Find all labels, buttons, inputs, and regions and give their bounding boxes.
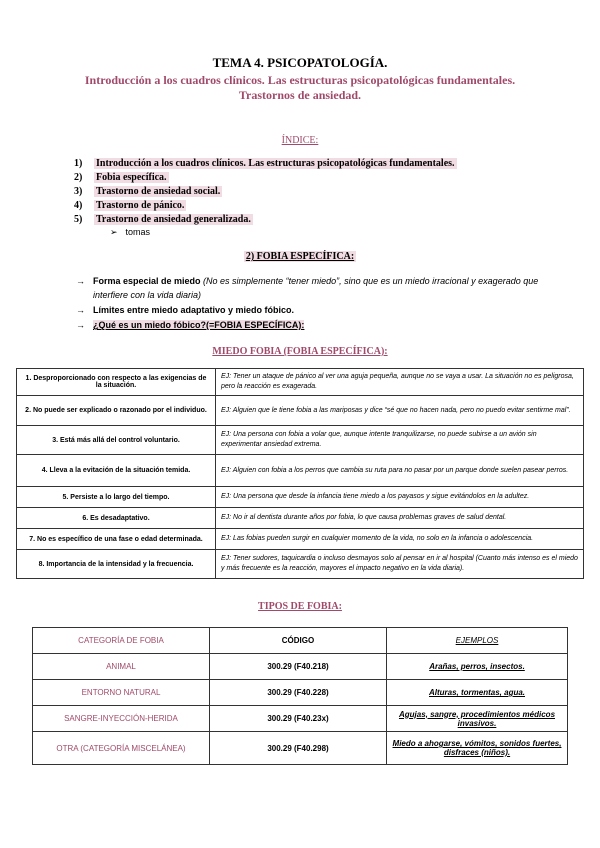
column-header-category: CATEGORÍA DE FOBIA [33, 628, 210, 654]
page-subtitle [60, 73, 540, 103]
examples-cell: Alturas, tormentas, agua. [387, 680, 568, 706]
table-row [33, 706, 568, 732]
criterion-cell: 7. No es específico de una fase o edad determinada. [17, 529, 216, 550]
examples-cell: Miedo a ahogarse, vómitos, sonidos fuertes, disfraces (niños). [387, 732, 568, 765]
fobia-bullets [76, 274, 556, 333]
index-item [74, 185, 457, 199]
criterion-cell: 3. Está más allá del control voluntario. [17, 426, 216, 455]
column-header-code: CÓDIGO [210, 628, 387, 654]
bullet-bold-text: ¿Qué es un miedo fóbico?(=FOBIA ESPECÍFICA): [93, 320, 305, 330]
code-cell: 300.29 (F40.23x) [210, 706, 387, 732]
index-heading: ÍNDICE: [281, 135, 319, 146]
arrow-right-icon: → [76, 320, 85, 330]
bullet-item [76, 274, 556, 302]
table-row [17, 455, 584, 487]
bullet-item [76, 318, 556, 332]
category-cell: ENTORNO NATURAL [33, 680, 210, 706]
section-heading-text: 2) FOBIA ESPECÍFICA: [245, 251, 355, 262]
bullet-italic-text: (No es simplemente “tener miedo”, sino que es un miedo irracional y exagerado que interfiere con la vida diaria) [93, 276, 539, 300]
page-title: TEMA 4. PSICOPATOLOGÍA. [212, 55, 388, 70]
miedo-fobia-heading: MIEDO FOBIA (FOBIA ESPECÍFICA): [212, 346, 388, 357]
table-row [17, 529, 584, 550]
arrow-right-icon: → [76, 305, 85, 315]
criterion-cell: 4. Lleva a la evitación de la situación temida. [17, 455, 216, 487]
criterion-cell: 2. No puede ser explicado o razonado por el individuo. [17, 396, 216, 426]
example-cell: EJ: Alguien con fobia a los perros que cambia su ruta para no pasar por un parque donde suelen pasear perros. [216, 455, 584, 487]
index-item-number: 4) [74, 200, 83, 211]
index-item [74, 199, 457, 213]
table-row [17, 508, 584, 529]
code-cell: 300.29 (F40.298) [210, 732, 387, 765]
index-item-number: 5) [74, 214, 83, 225]
column-header-examples: EJEMPLOS [387, 628, 568, 654]
index-item [74, 171, 457, 185]
table-row [17, 426, 584, 455]
table-row [17, 396, 584, 426]
index-item-number: 2) [74, 172, 83, 183]
example-cell: EJ: Alguien que le tiene fobia a las mariposas y dice “sé que no hacen nada, pero no puedo evitar sentirme mal”. [216, 396, 584, 426]
example-cell: EJ: Las fobias pueden surgir en cualquier momento de la vida, no solo en la infancia o adolescencia. [216, 529, 584, 550]
examples-cell: Agujas, sangre, procedimientos médicos invasivos. [387, 706, 568, 732]
index-item-label: Introducción a los cuadros clínicos. Las estructuras psicopatológicas fundamentales. [96, 158, 455, 169]
criterion-cell: 6. Es desadaptativo. [17, 508, 216, 529]
code-cell: 300.29 (F40.228) [210, 680, 387, 706]
tipos-fobia-heading: TIPOS DE FOBIA: [258, 601, 342, 612]
subtitle-line-2: Trastornos de ansiedad. [238, 88, 362, 102]
table-row [33, 680, 568, 706]
category-cell: SANGRE-INYECCIÓN-HERIDA [33, 706, 210, 732]
code-cell: 300.29 (F40.218) [210, 654, 387, 680]
criterion-cell: 8. Importancia de la intensidad y la frecuencia. [17, 550, 216, 579]
table-row [33, 654, 568, 680]
example-cell: EJ: Una persona con fobia a volar que, aunque intente tranquilizarse, no puede subirse a un avión sin experimentar ansiedad extrema. [216, 426, 584, 455]
section-heading-fobia [0, 251, 600, 262]
example-cell: EJ: Tener sudores, taquicardia o incluso desmayos solo al pensar en ir al hospital (Cuanto más intenso es el miedo y más frecuente es la reacción, mayores el impacto negativo en la vida diaria). [216, 550, 584, 579]
criterion-cell: 1. Desproporcionado con respecto a las exigencias de la situación. [17, 369, 216, 396]
index-item [74, 157, 457, 171]
example-cell: EJ: Tener un ataque de pánico al ver una aguja pequeña, aunque no se vaya a usar. La situación no es peligrosa, pero la reacción es exagerada. [216, 369, 584, 396]
miedo-fobia-table [16, 368, 584, 579]
sub-bullet-text: tomas [125, 227, 151, 237]
index-item-label: Trastorno de ansiedad social. [96, 186, 221, 197]
arrow-right-icon: → [76, 276, 85, 286]
subtitle-line-1: Introducción a los cuadros clínicos. Las estructuras psicopatológicas fundamentales. [84, 73, 516, 87]
bullet-bold-text: Límites entre miedo adaptativo y miedo fóbico. [93, 305, 295, 315]
index-list [74, 157, 457, 227]
table-row [33, 732, 568, 765]
criterion-cell: 5. Persiste a lo largo del tiempo. [17, 487, 216, 508]
tipos-fobia-table [32, 627, 568, 765]
table-row [17, 550, 584, 579]
index-item-label: Trastorno de pánico. [96, 200, 185, 211]
examples-cell: Arañas, perros, insectos. [387, 654, 568, 680]
example-cell: EJ: Una persona que desde la infancia tiene miedo a los payasos y sigue evitándolos en la adultez. [216, 487, 584, 508]
category-cell: OTRA (CATEGORÍA MISCELÁNEA) [33, 732, 210, 765]
index-sub-bullet [110, 227, 150, 238]
table-header-row [33, 628, 568, 654]
category-cell: ANIMAL [33, 654, 210, 680]
index-item-number: 3) [74, 186, 83, 197]
index-item-label: Fobia específica. [96, 172, 167, 183]
arrow-bullet-icon: ➢ [110, 227, 118, 237]
bullet-bold-text: Forma especial de miedo [93, 276, 201, 286]
index-item [74, 213, 457, 227]
example-cell: EJ: No ir al dentista durante años por fobia, lo que causa problemas graves de salud dental. [216, 508, 584, 529]
table-row [17, 369, 584, 396]
bullet-item [76, 303, 556, 317]
table-row [17, 487, 584, 508]
index-item-number: 1) [74, 158, 83, 169]
index-item-label: Trastorno de ansiedad generalizada. [96, 214, 251, 225]
